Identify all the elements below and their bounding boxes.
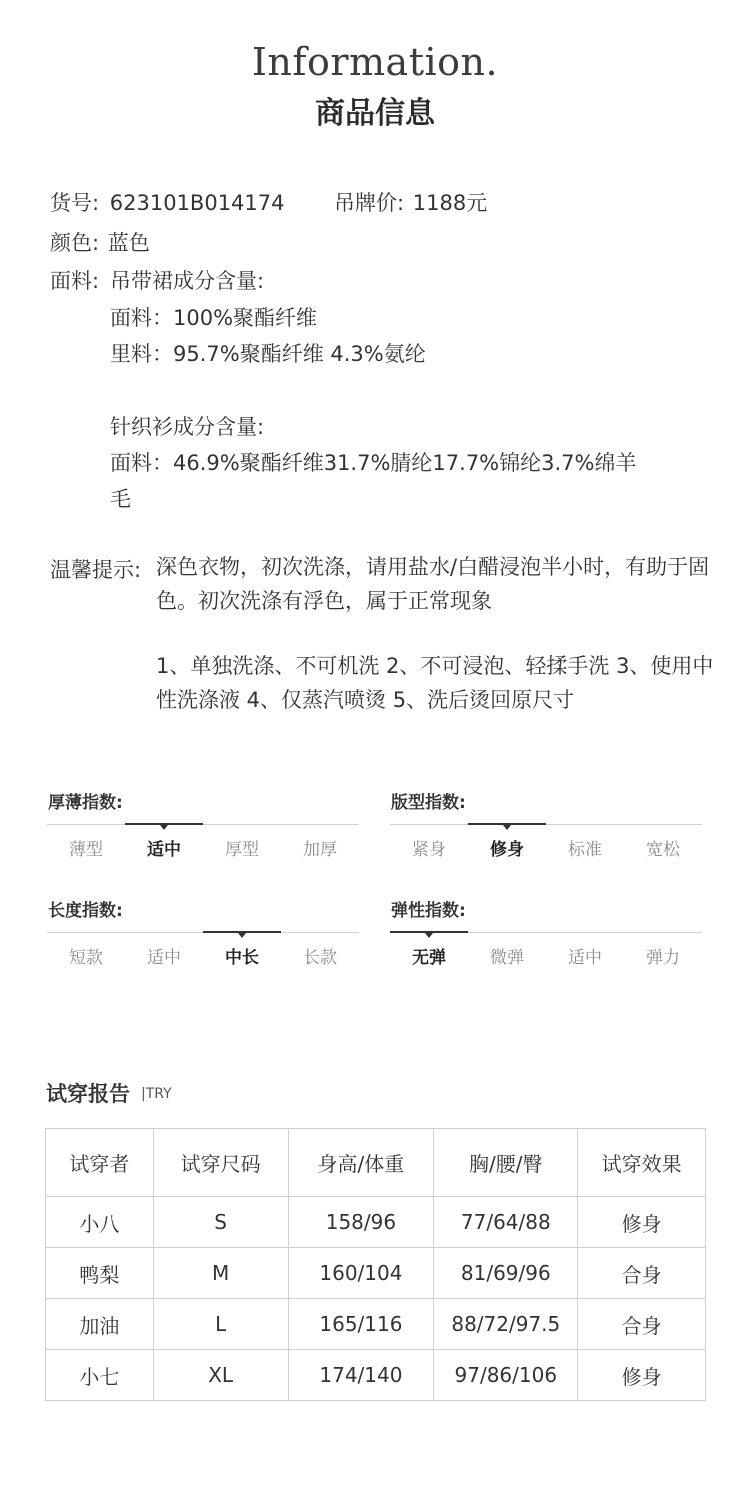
- table-cell: 77/64/88: [434, 1197, 578, 1248]
- selected-pointer-icon: [238, 933, 246, 938]
- table-cell: M: [153, 1248, 288, 1299]
- header-cell: 身高/体重: [288, 1129, 434, 1197]
- table-row: [46, 1248, 706, 1299]
- table-cell: 小七: [46, 1350, 154, 1401]
- fabric-line: 里料：95.7%聚酯纤维 4.3%氨纶: [110, 342, 426, 366]
- table-row: [46, 1299, 706, 1350]
- index-option: 适中: [568, 948, 602, 968]
- index-option: 无弹: [412, 948, 446, 968]
- fabric-line: 面料：100%聚酯纤维: [110, 306, 318, 330]
- table-cell: 97/86/106: [434, 1350, 578, 1401]
- index-option: 微弹: [490, 948, 524, 968]
- color-value: 蓝色: [107, 231, 150, 255]
- table-cell: 160/104: [288, 1248, 434, 1299]
- table-cell: 158/96: [288, 1197, 434, 1248]
- elasticity-index-label: 弹性指数:: [391, 901, 466, 921]
- table-header-row: [46, 1129, 706, 1197]
- index-option: 短款: [69, 948, 103, 968]
- table-cell: 174/140: [288, 1350, 434, 1401]
- table-cell: L: [153, 1299, 288, 1350]
- header-cell: 试穿者: [46, 1129, 154, 1197]
- fabric-line: 吊带裙成分含量:: [110, 269, 265, 293]
- header-cell: 胸/腰/臀: [434, 1129, 578, 1197]
- fit-index-label: 版型指数:: [391, 793, 466, 813]
- fabric-line: 毛: [110, 487, 131, 511]
- try-report-title: 试穿报告: [46, 1082, 130, 1106]
- elasticity-index-scale: [390, 932, 702, 968]
- index-option: 厚型: [225, 840, 259, 860]
- table-cell: 小八: [46, 1197, 154, 1248]
- index-option: 加厚: [303, 840, 337, 860]
- table-cell: S: [153, 1197, 288, 1248]
- index-option: 弹力: [646, 948, 680, 968]
- header-cell: 试穿效果: [578, 1129, 706, 1197]
- index-option: 宽松: [646, 840, 680, 860]
- fabric-line: 针织衫成分含量:: [110, 415, 265, 439]
- table-cell: 合身: [578, 1299, 706, 1350]
- wash-instructions: 1、单独洗涤、不可机洗 2、不可浸泡、轻揉手洗 3、使用中性洗涤液 4、仅蒸汽喷烫 5、洗后烫回原尺寸: [156, 654, 714, 712]
- tip-label: 温馨提示:: [50, 558, 142, 582]
- length-index-label: 长度指数:: [48, 901, 123, 921]
- table-cell: 鸭梨: [46, 1248, 154, 1299]
- thickness-index-label: 厚薄指数:: [48, 793, 123, 813]
- table-cell: 修身: [578, 1197, 706, 1248]
- try-report-table: [45, 1128, 706, 1401]
- table-cell: 88/72/97.5: [434, 1299, 578, 1350]
- title-chinese: 商品信息: [315, 96, 435, 131]
- index-option: 标准: [568, 840, 602, 860]
- selected-pointer-icon: [503, 825, 511, 830]
- title-english: Information.: [251, 40, 499, 84]
- header-cell: 试穿尺码: [153, 1129, 288, 1197]
- sku-row: [50, 187, 285, 217]
- table-cell: 修身: [578, 1350, 706, 1401]
- tip-paragraph: 深色衣物，初次洗涤，请用盐水/白醋浸泡半小时，有助于固色。初次洗涤有浮色，属于正常现象: [156, 555, 710, 613]
- length-index-scale: [47, 932, 359, 968]
- price-label: 吊牌价:: [334, 191, 405, 215]
- index-option: 薄型: [69, 840, 103, 860]
- table-row: [46, 1197, 706, 1248]
- fabric-line: 面料：46.9%聚酯纤维31.7%腈纶17.7%锦纶3.7%绵羊: [110, 451, 637, 475]
- index-option: 紧身: [412, 840, 446, 860]
- index-option: 修身: [490, 840, 524, 860]
- selected-pointer-icon: [425, 933, 433, 938]
- try-report-subtitle: |TRY: [141, 1086, 172, 1102]
- index-option: 中长: [225, 948, 259, 968]
- color-label: 颜色:: [50, 231, 100, 255]
- index-option: 适中: [147, 948, 181, 968]
- price-value: 1188元: [412, 191, 488, 215]
- fit-index-scale: [390, 824, 702, 860]
- table-cell: 加油: [46, 1299, 154, 1350]
- color-row: [50, 227, 150, 257]
- table-cell: 81/69/96: [434, 1248, 578, 1299]
- table-row: [46, 1350, 706, 1401]
- table-cell: 合身: [578, 1248, 706, 1299]
- sku-value: 623101B014174: [109, 191, 285, 215]
- sku-label: 货号:: [50, 191, 100, 215]
- selected-pointer-icon: [160, 825, 168, 830]
- table-cell: XL: [153, 1350, 288, 1401]
- thickness-index-scale: [47, 824, 359, 860]
- index-option: 长款: [303, 948, 337, 968]
- price-row: [334, 187, 487, 217]
- index-option: 适中: [147, 840, 181, 860]
- table-cell: 165/116: [288, 1299, 434, 1350]
- fabric-label: 面料:: [50, 269, 100, 293]
